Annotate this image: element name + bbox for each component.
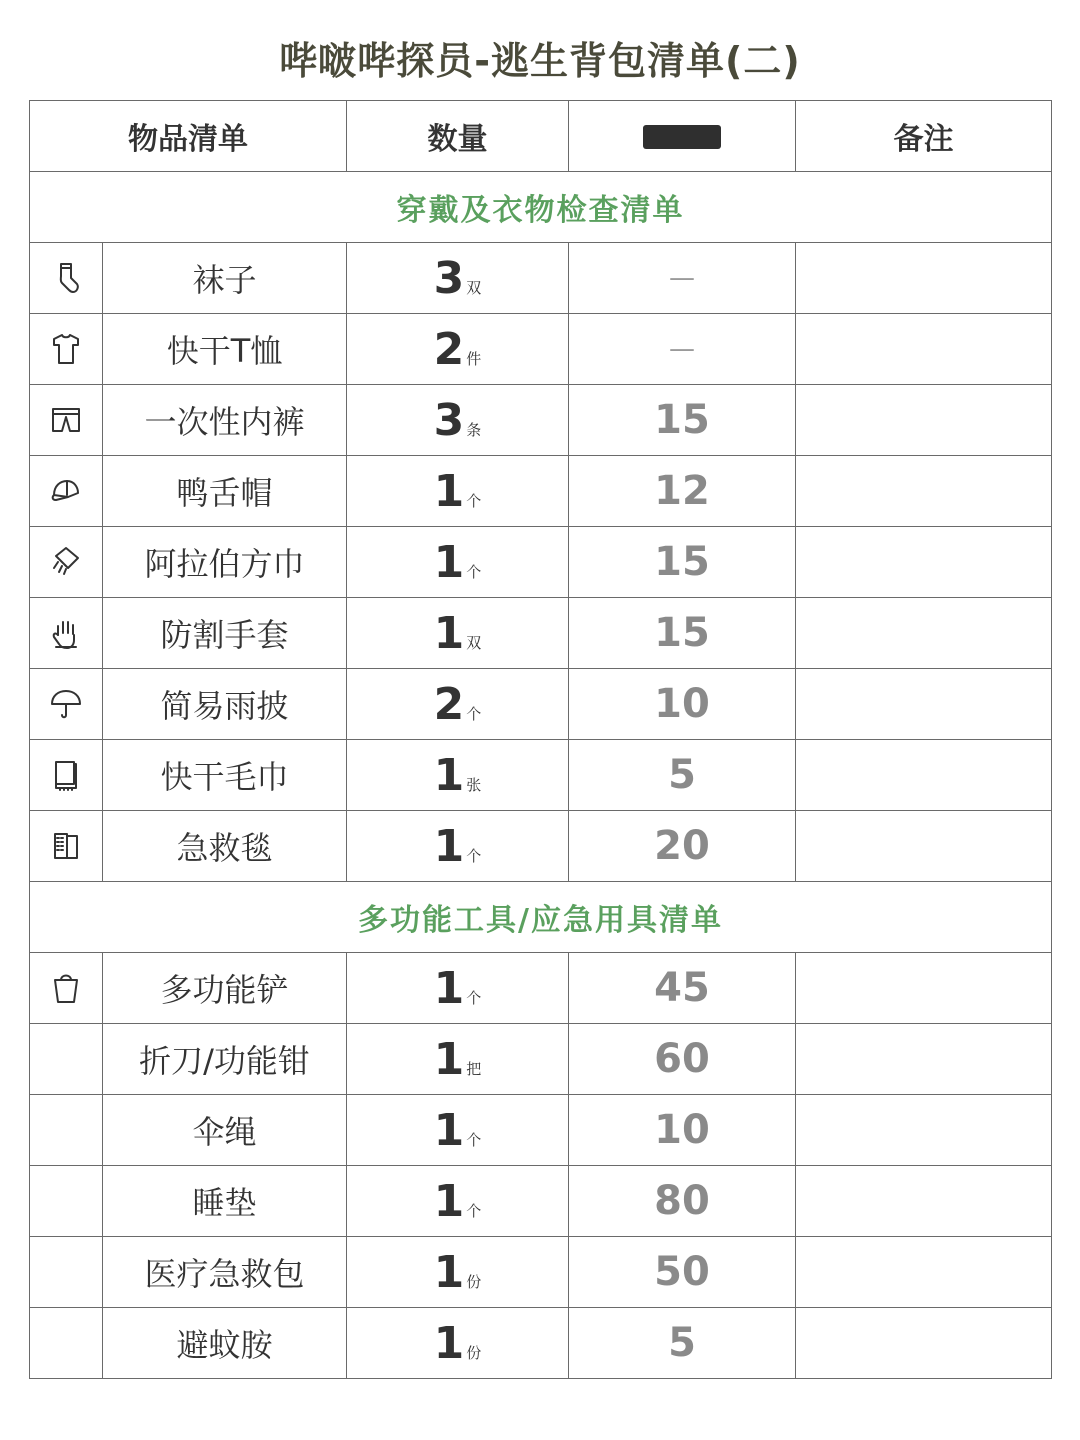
qty-value: 1: [433, 465, 465, 517]
note-cell: [796, 669, 1052, 740]
price-value: 60: [569, 1024, 796, 1095]
note-cell: [796, 456, 1052, 527]
price-value: 12: [569, 456, 796, 527]
towel-icon: [30, 755, 102, 795]
table-row: [30, 1095, 1052, 1166]
qty-value: 2: [433, 323, 465, 375]
qty-value: 2: [433, 678, 465, 730]
sock-icon: [30, 258, 102, 298]
price-header-redaction: [643, 125, 721, 149]
price-value: 50: [569, 1237, 796, 1308]
item-name: 避蚊胺: [103, 1308, 347, 1379]
table-row: [30, 385, 1052, 456]
qty-cell: [347, 1024, 569, 1095]
item-name: 急救毯: [103, 811, 347, 882]
item-name: 快干毛巾: [103, 740, 347, 811]
qty-cell: [347, 243, 569, 314]
note-cell: [796, 243, 1052, 314]
item-name: 多功能铲: [103, 953, 347, 1024]
header-item: 物品清单: [30, 101, 347, 172]
table-row: [30, 1024, 1052, 1095]
underwear-icon: [30, 400, 102, 440]
table-row: [30, 953, 1052, 1024]
icon-cell: [30, 1166, 103, 1237]
price-value: 45: [569, 953, 796, 1024]
qty-unit: 份: [466, 1343, 482, 1362]
icon-cell: [30, 740, 103, 811]
note-cell: [796, 811, 1052, 882]
icon-cell: [30, 456, 103, 527]
qty-unit: 条: [466, 420, 482, 439]
icon-cell: [30, 1024, 103, 1095]
qty-value: 1: [433, 1033, 465, 1085]
table-row: [30, 456, 1052, 527]
qty-unit: 个: [466, 562, 482, 581]
table-row: [30, 527, 1052, 598]
icon-cell: [30, 669, 103, 740]
section-title: 穿戴及衣物检查清单: [30, 172, 1052, 243]
note-cell: [796, 953, 1052, 1024]
table-row: [30, 1166, 1052, 1237]
item-name: 袜子: [103, 243, 347, 314]
item-name: 阿拉伯方巾: [103, 527, 347, 598]
item-name: 折刀/功能钳: [103, 1024, 347, 1095]
table-row: [30, 598, 1052, 669]
qty-cell: [347, 953, 569, 1024]
icon-cell: [30, 243, 103, 314]
item-name: 睡垫: [103, 1166, 347, 1237]
qty-unit: 个: [466, 491, 482, 510]
qty-cell: [347, 740, 569, 811]
note-cell: [796, 1166, 1052, 1237]
section-title: 多功能工具/应急用具清单: [30, 882, 1052, 953]
price-value: 10: [569, 669, 796, 740]
note-cell: [796, 1095, 1052, 1166]
qty-unit: 个: [466, 846, 482, 865]
table-row: [30, 1237, 1052, 1308]
qty-unit: 个: [466, 704, 482, 723]
qty-cell: [347, 314, 569, 385]
header-price: [569, 101, 796, 172]
item-name: 医疗急救包: [103, 1237, 347, 1308]
qty-unit: 张: [466, 775, 482, 794]
qty-cell: [347, 1308, 569, 1379]
icon-cell: [30, 314, 103, 385]
section-row: [30, 172, 1052, 243]
qty-value: 1: [433, 1246, 465, 1298]
item-name: 伞绳: [103, 1095, 347, 1166]
price-value: 15: [569, 385, 796, 456]
icon-cell: [30, 385, 103, 456]
header-row: [30, 101, 1052, 172]
header-note: 备注: [796, 101, 1052, 172]
qty-value: 1: [433, 607, 465, 659]
qty-unit: 件: [466, 349, 482, 368]
note-cell: [796, 385, 1052, 456]
note-cell: [796, 740, 1052, 811]
price-value: 15: [569, 527, 796, 598]
note-cell: [796, 598, 1052, 669]
qty-cell: [347, 456, 569, 527]
qty-unit: 把: [466, 1059, 482, 1078]
qty-unit: 个: [466, 988, 482, 1007]
qty-cell: [347, 598, 569, 669]
tshirt-icon: [30, 329, 102, 369]
qty-value: 1: [433, 1175, 465, 1227]
qty-value: 1: [433, 820, 465, 872]
qty-value: 1: [433, 749, 465, 801]
qty-cell: [347, 1166, 569, 1237]
item-name: 鸭舌帽: [103, 456, 347, 527]
qty-cell: [347, 1237, 569, 1308]
price-value: 5: [569, 740, 796, 811]
price-value: 15: [569, 598, 796, 669]
checklist-table: [29, 100, 1052, 1379]
icon-cell: [30, 811, 103, 882]
qty-unit: 份: [466, 1272, 482, 1291]
note-cell: [796, 314, 1052, 385]
qty-value: 1: [433, 962, 465, 1014]
note-cell: [796, 527, 1052, 598]
item-name: 防割手套: [103, 598, 347, 669]
qty-unit: 个: [466, 1130, 482, 1149]
qty-cell: [347, 811, 569, 882]
table-row: [30, 314, 1052, 385]
icon-cell: [30, 1095, 103, 1166]
qty-cell: [347, 1095, 569, 1166]
icon-cell: [30, 598, 103, 669]
section-row: [30, 882, 1052, 953]
header-qty: 数量: [347, 101, 569, 172]
table-row: [30, 243, 1052, 314]
scarf-icon: [30, 542, 102, 582]
icon-cell: [30, 1308, 103, 1379]
qty-value: 1: [433, 1104, 465, 1156]
qty-cell: [347, 669, 569, 740]
note-cell: [796, 1024, 1052, 1095]
qty-value: 3: [433, 252, 465, 304]
glove-icon: [30, 613, 102, 653]
table-row: [30, 811, 1052, 882]
price-value: —: [569, 314, 796, 385]
table-row: [30, 740, 1052, 811]
qty-unit: 双: [466, 633, 482, 652]
price-value: —: [569, 243, 796, 314]
price-value: 5: [569, 1308, 796, 1379]
blanket-icon: [30, 826, 102, 866]
cap-icon: [30, 471, 102, 511]
price-value: 10: [569, 1095, 796, 1166]
table-body: [30, 172, 1052, 1379]
icon-cell: [30, 527, 103, 598]
icon-cell: [30, 1237, 103, 1308]
note-cell: [796, 1237, 1052, 1308]
qty-cell: [347, 527, 569, 598]
price-value: 20: [569, 811, 796, 882]
item-name: 快干T恤: [103, 314, 347, 385]
qty-value: 1: [433, 536, 465, 588]
icon-cell: [30, 953, 103, 1024]
qty-unit: 双: [466, 278, 482, 297]
qty-value: 1: [433, 1317, 465, 1369]
table-row: [30, 1308, 1052, 1379]
page-title: 哔啵哔探员-逃生背包清单(二): [279, 39, 801, 83]
qty-value: 3: [433, 394, 465, 446]
qty-cell: [347, 385, 569, 456]
table-row: [30, 669, 1052, 740]
item-name: 简易雨披: [103, 669, 347, 740]
note-cell: [796, 1308, 1052, 1379]
umbrella-icon: [30, 684, 102, 724]
item-name: 一次性内裤: [103, 385, 347, 456]
bucket-icon: [30, 968, 102, 1008]
qty-unit: 个: [466, 1201, 482, 1220]
price-value: 80: [569, 1166, 796, 1237]
